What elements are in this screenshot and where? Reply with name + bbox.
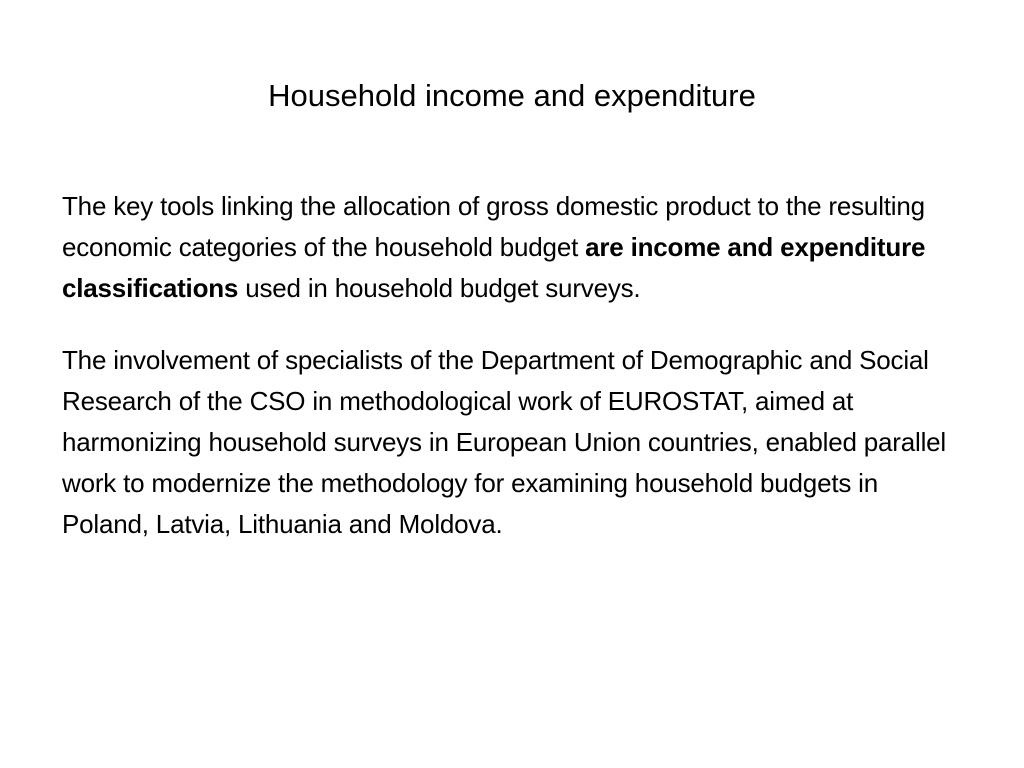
paragraph-1-text-start: The key tools linking the allocation of gross domestic product to the resulting economic categories of the household budget (62, 191, 925, 262)
paragraph-involvement: The involvement of specialists of the Department of Demographic and Social Research of the CSO in methodological work of EUROSTAT, aimed at harmonizing household surveys in European Union countries, enabled parallel work to modernize the methodology for examining household budgets in Poland, Latvia, Lithuania and Moldova. (62, 345, 947, 539)
paragraph-1-text-end: used in household budget surveys. (238, 273, 641, 303)
paragraph-key-tools (62, 186, 962, 309)
slide-title: Household income and expenditure (268, 78, 756, 113)
paragraph-1-bold-text: are income and expenditure classifications (62, 232, 926, 303)
slide-body (62, 186, 962, 576)
